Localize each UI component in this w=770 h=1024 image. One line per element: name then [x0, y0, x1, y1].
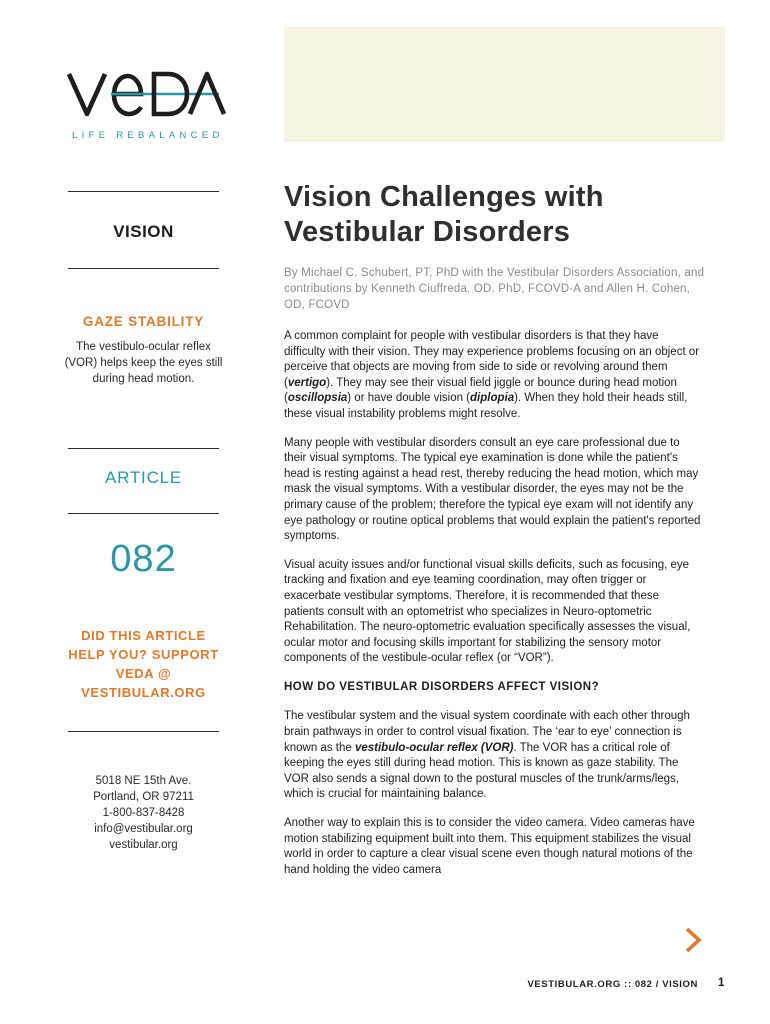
term-vertigo: vertigo	[287, 376, 327, 389]
sidebar-divider	[68, 448, 219, 449]
article-number: 082	[110, 538, 177, 580]
text-run: . The VOR has a critical role of keeping the eyes still during head motion. This is known as gaze stability. The VOR also sends a signal down to the postural muscles of the trunk/arms/legs, which is crucial for maintaining balance.	[284, 741, 680, 801]
address-email[interactable]: info@vestibular.org	[94, 823, 193, 835]
text-run: A common complaint for people with vestibular disorders is that they have difficulty with their vision. They may experience problems focusing on an object or perceive that objects are moving from side to side or revolving around them (	[284, 330, 700, 389]
topic-label: VISION	[113, 222, 174, 241]
tagline: LIFE REBALANCED	[72, 130, 224, 141]
sidebar-divider	[68, 731, 219, 732]
paragraph: Many people with vestibular disorders consult an eye care professional due to their visual symptoms. The typical eye examination is done while the patient's head is resting against a head rest, thereby reducing the head motion, which may mask the visual symptoms. With a vestibular disorder, the eyes may not be the primary cause of the problem; therefore the typical eye exam will not identify any eye pathology or routine optical problems that would explain the patient's reported symptoms.	[284, 436, 701, 543]
page-number: 1	[718, 977, 725, 989]
sidebar-divider	[68, 268, 219, 269]
term-diplopia: diplopia	[470, 392, 515, 405]
section-heading: HOW DO VESTIBULAR DISORDERS AFFECT VISION?	[284, 680, 600, 693]
address-city: Portland, OR 97211	[93, 791, 194, 803]
footer-text: VESTIBULAR.ORG :: 082 / VISION	[527, 979, 698, 990]
gaze-stability-heading: GAZE STABILITY	[82, 314, 205, 329]
support-callout[interactable]: DID THIS ARTICLE HELP YOU? SUPPORT VEDA @ VESTIBULAR.ORG	[68, 628, 219, 700]
chevron-right-icon[interactable]	[683, 926, 703, 954]
article-title: Vision Challenges with Vestibular Disorders	[284, 181, 604, 248]
address-street: 5018 NE 15th Ave.	[95, 775, 192, 787]
term-oscillopsia: oscillopsia	[287, 392, 348, 405]
article-label: ARTICLE	[104, 468, 183, 487]
article-byline: By Michael C. Schubert, PT, PhD with the Vestibular Disorders Association, and contributions by Kenneth Ciuffreda, OD, PhD, FCOVD-A and Allen H. Cohen, OD, FCOVD	[284, 267, 705, 311]
veda-logo	[66, 68, 226, 122]
paragraph: Another way to explain this is to consider the video camera. Video cameras have motion stabilizing equipment built into them. This equipment stabilizes the visual world in order to capture a clear visual scene even though natural motions of the hand holding the video camera	[284, 817, 695, 876]
sidebar-divider	[68, 191, 219, 192]
contact-address	[68, 773, 219, 853]
text-run: The vestibular system and the visual system coordinate with each other through brain pathways in order to control visual fixation. The ‘ear to eye’ connection is known as the	[284, 710, 690, 754]
text-run: ) or have double vision (	[347, 392, 471, 405]
sidebar-divider	[68, 513, 219, 514]
text-run: ). They may see their visual field jiggle or bounce during head motion (	[284, 376, 677, 405]
gaze-stability-text: The vestibulo-ocular reflex (VOR) helps keep the eyes still during head motion.	[64, 341, 223, 385]
address-website[interactable]: vestibular.org	[109, 839, 178, 851]
header-banner	[284, 27, 725, 142]
veda-logo-graphic	[66, 68, 226, 122]
paragraph	[284, 709, 702, 803]
term-vor: vestibulo-ocular reflex (VOR)	[354, 741, 514, 754]
paragraph: Visual acuity issues and/or functional visual skills deficits, such as focusing, eye tracking and fixation and eye teaming coordination, may often trigger or exacerbate vestibular symptoms. Therefore, it is recommended that these patients consult with an optometrist who specializes in Neuro-optometric Rehabilitation. The neuro-optometric evaluation specifically assesses the visual, ocular motor and focusing skills important for stabilizing the sensory motor components of the vestibule-ocular reflex (or “VOR”).	[284, 558, 691, 665]
article-body	[284, 329, 702, 891]
paragraph	[284, 329, 702, 423]
text-run: ). When they hold their heads still, these visual instability problems might resolve.	[284, 392, 688, 420]
address-phone: 1-800-837-8428	[102, 807, 185, 819]
